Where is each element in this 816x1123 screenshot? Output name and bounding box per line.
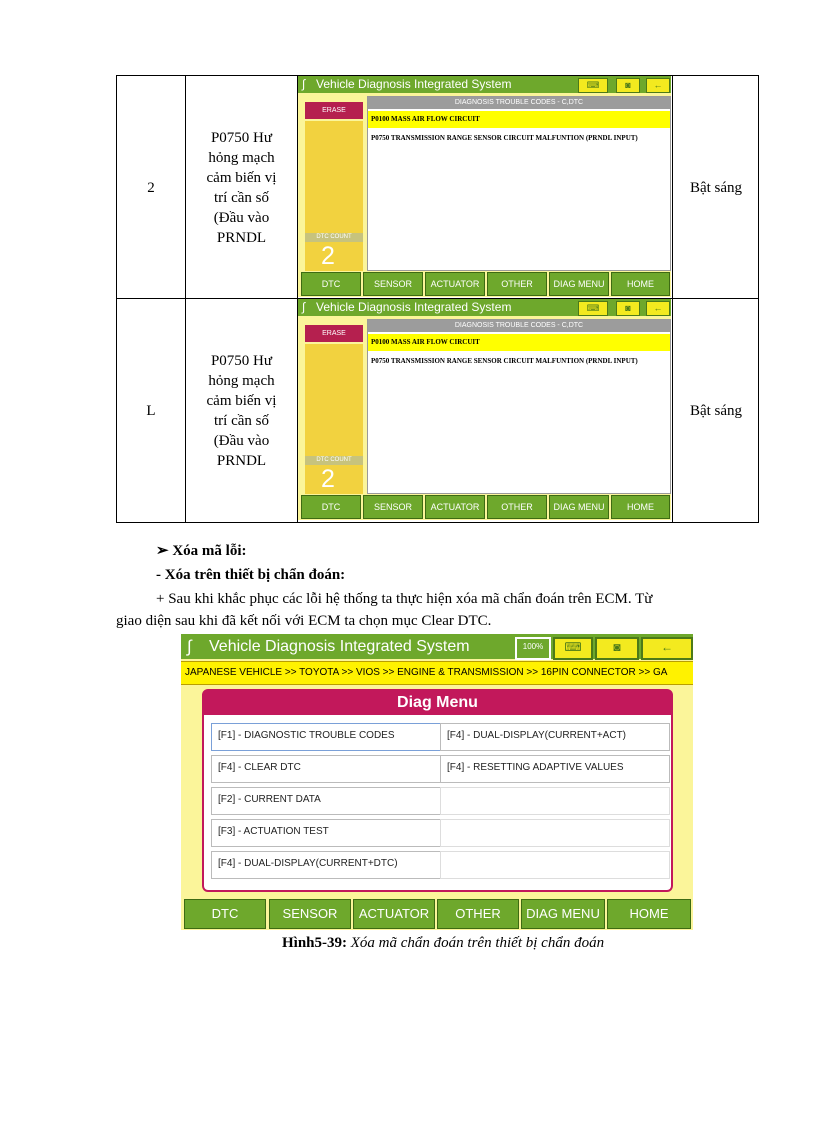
keyboard-icon[interactable]: ⌨ bbox=[553, 637, 593, 660]
nav-sensor-button[interactable]: SENSOR bbox=[363, 495, 423, 519]
keyboard-icon[interactable]: ⌨ bbox=[578, 301, 608, 316]
nav-actuator-button[interactable]: ACTUATOR bbox=[425, 272, 485, 296]
diag-menu-screen bbox=[181, 634, 693, 930]
window-title: Vehicle Diagnosis Integrated System bbox=[209, 638, 470, 655]
window-title: Vehicle Diagnosis Integrated System bbox=[316, 77, 512, 91]
dtc-row[interactable]: P0750 TRANSMISSION RANGE SENSOR CIRCUIT MALFUNTION (PRNDL INPUT) bbox=[371, 134, 638, 142]
camera-icon[interactable]: ◙ bbox=[616, 78, 640, 93]
dtc-list bbox=[367, 96, 671, 271]
dtc-screen bbox=[298, 76, 671, 297]
erase-button[interactable]: ERASE bbox=[305, 102, 363, 119]
dtc-count: 2 bbox=[321, 242, 335, 270]
table-divider bbox=[672, 76, 673, 522]
menu-option-actuation-test[interactable]: [F3] - ACTUATION TEST bbox=[211, 819, 441, 847]
paragraph-line: + Sau khi khắc phục các lỗi hệ thống ta thực hiện xóa mã chẩn đoán trên ECM. Từ bbox=[156, 591, 653, 607]
title-bar bbox=[181, 634, 693, 659]
table-cell-gear: 2 bbox=[147, 180, 155, 196]
menu-option-current-data[interactable]: [F2] - CURRENT DATA bbox=[211, 787, 441, 815]
dtc-count: 2 bbox=[321, 465, 335, 493]
section-subheading: - Xóa trên thiết bị chẩn đoán: bbox=[156, 567, 346, 583]
logo-icon: ∫ bbox=[302, 300, 306, 314]
nav-other-button[interactable]: OTHER bbox=[487, 495, 547, 519]
breadcrumb: JAPANESE VEHICLE >> TOYOTA >> VIOS >> ENGINE & TRANSMISSION >> 16PIN CONNECTOR >> GA bbox=[181, 661, 693, 685]
nav-actuator-button[interactable]: ACTUATOR bbox=[353, 899, 435, 929]
back-arrow-icon[interactable]: ← bbox=[641, 637, 693, 660]
nav-home-button[interactable]: HOME bbox=[611, 495, 670, 519]
menu-option-empty bbox=[440, 851, 670, 879]
title-bar bbox=[298, 299, 671, 316]
table-cell-status: Bật sáng bbox=[689, 403, 743, 419]
camera-icon[interactable]: ◙ bbox=[595, 637, 639, 660]
dtc-screen bbox=[298, 299, 671, 520]
figure-caption bbox=[282, 933, 604, 953]
menu-option-clear-dtc[interactable]: [F4] - CLEAR DTC bbox=[211, 755, 441, 783]
camera-icon[interactable]: ◙ bbox=[616, 301, 640, 316]
nav-actuator-button[interactable]: ACTUATOR bbox=[425, 495, 485, 519]
menu-option-empty bbox=[440, 787, 670, 815]
nav-other-button[interactable]: OTHER bbox=[437, 899, 519, 929]
nav-dtc-button[interactable]: DTC bbox=[301, 495, 361, 519]
nav-sensor-button[interactable]: SENSOR bbox=[269, 899, 351, 929]
section-heading: ➢ Xóa mã lỗi: bbox=[156, 543, 247, 559]
diag-menu-panel bbox=[202, 689, 673, 892]
caption-label: Hình5-39: bbox=[282, 935, 348, 951]
menu-option-diagnostic-trouble-codes[interactable]: [F1] - DIAGNOSTIC TROUBLE CODES bbox=[211, 723, 441, 751]
keyboard-icon[interactable]: ⌨ bbox=[578, 78, 608, 93]
erase-button[interactable]: ERASE bbox=[305, 325, 363, 342]
paragraph-line: giao diện sau khi đã kết nối với ECM ta chọn mục Clear DTC. bbox=[116, 613, 492, 629]
panel-header: DIAGNOSIS TROUBLE CODES - C,DTC bbox=[368, 97, 670, 109]
back-arrow-icon[interactable]: ← bbox=[646, 78, 670, 93]
nav-diag-menu-button[interactable]: DIAG MENU bbox=[521, 899, 605, 929]
dtc-row[interactable]: P0100 MASS AIR FLOW CIRCUIT bbox=[368, 111, 670, 128]
caption-text: Xóa mã chẩn đoán trên thiết bị chẩn đoán bbox=[350, 935, 605, 951]
nav-home-button[interactable]: HOME bbox=[607, 899, 691, 929]
menu-title: Diag Menu bbox=[204, 691, 671, 715]
menu-option-dual-display-dtc[interactable]: [F4] - DUAL-DISPLAY(CURRENT+DTC) bbox=[211, 851, 441, 879]
logo-icon: ∫ bbox=[187, 637, 192, 656]
panel-header: DIAGNOSIS TROUBLE CODES - C,DTC bbox=[368, 320, 670, 332]
window-title: Vehicle Diagnosis Integrated System bbox=[316, 300, 512, 314]
title-bar bbox=[298, 76, 671, 93]
nav-diag-menu-button[interactable]: DIAG MENU bbox=[549, 495, 609, 519]
table-cell-gear: L bbox=[146, 403, 156, 419]
dtc-count-label: DTC COUNT bbox=[305, 456, 363, 465]
nav-diag-menu-button[interactable]: DIAG MENU bbox=[549, 272, 609, 296]
table-cell-status: Bật sáng bbox=[689, 180, 743, 196]
dtc-list bbox=[367, 319, 671, 494]
dtc-row[interactable]: P0750 TRANSMISSION RANGE SENSOR CIRCUIT MALFUNTION (PRNDL INPUT) bbox=[371, 357, 638, 365]
menu-option-resetting-adaptive-values[interactable]: [F4] - RESETTING ADAPTIVE VALUES bbox=[440, 755, 670, 783]
dtc-table bbox=[116, 75, 759, 523]
table-cell-description: P0750 Hư hỏng mạch cảm biến vị trí cần số (Đầu vào PRNDL bbox=[206, 130, 277, 246]
menu-option-empty bbox=[440, 819, 670, 847]
nav-home-button[interactable]: HOME bbox=[611, 272, 670, 296]
battery-icon: 100% bbox=[515, 637, 551, 660]
menu-option-dual-display-act[interactable]: [F4] - DUAL-DISPLAY(CURRENT+ACT) bbox=[440, 723, 670, 751]
table-cell-description: P0750 Hư hỏng mạch cảm biến vị trí cần số (Đầu vào PRNDL bbox=[206, 353, 277, 469]
nav-sensor-button[interactable]: SENSOR bbox=[363, 272, 423, 296]
nav-dtc-button[interactable]: DTC bbox=[184, 899, 266, 929]
logo-icon: ∫ bbox=[302, 77, 306, 91]
back-arrow-icon[interactable]: ← bbox=[646, 301, 670, 316]
nav-dtc-button[interactable]: DTC bbox=[301, 272, 361, 296]
dtc-row[interactable]: P0100 MASS AIR FLOW CIRCUIT bbox=[368, 334, 670, 351]
dtc-count-label: DTC COUNT bbox=[305, 233, 363, 242]
nav-other-button[interactable]: OTHER bbox=[487, 272, 547, 296]
